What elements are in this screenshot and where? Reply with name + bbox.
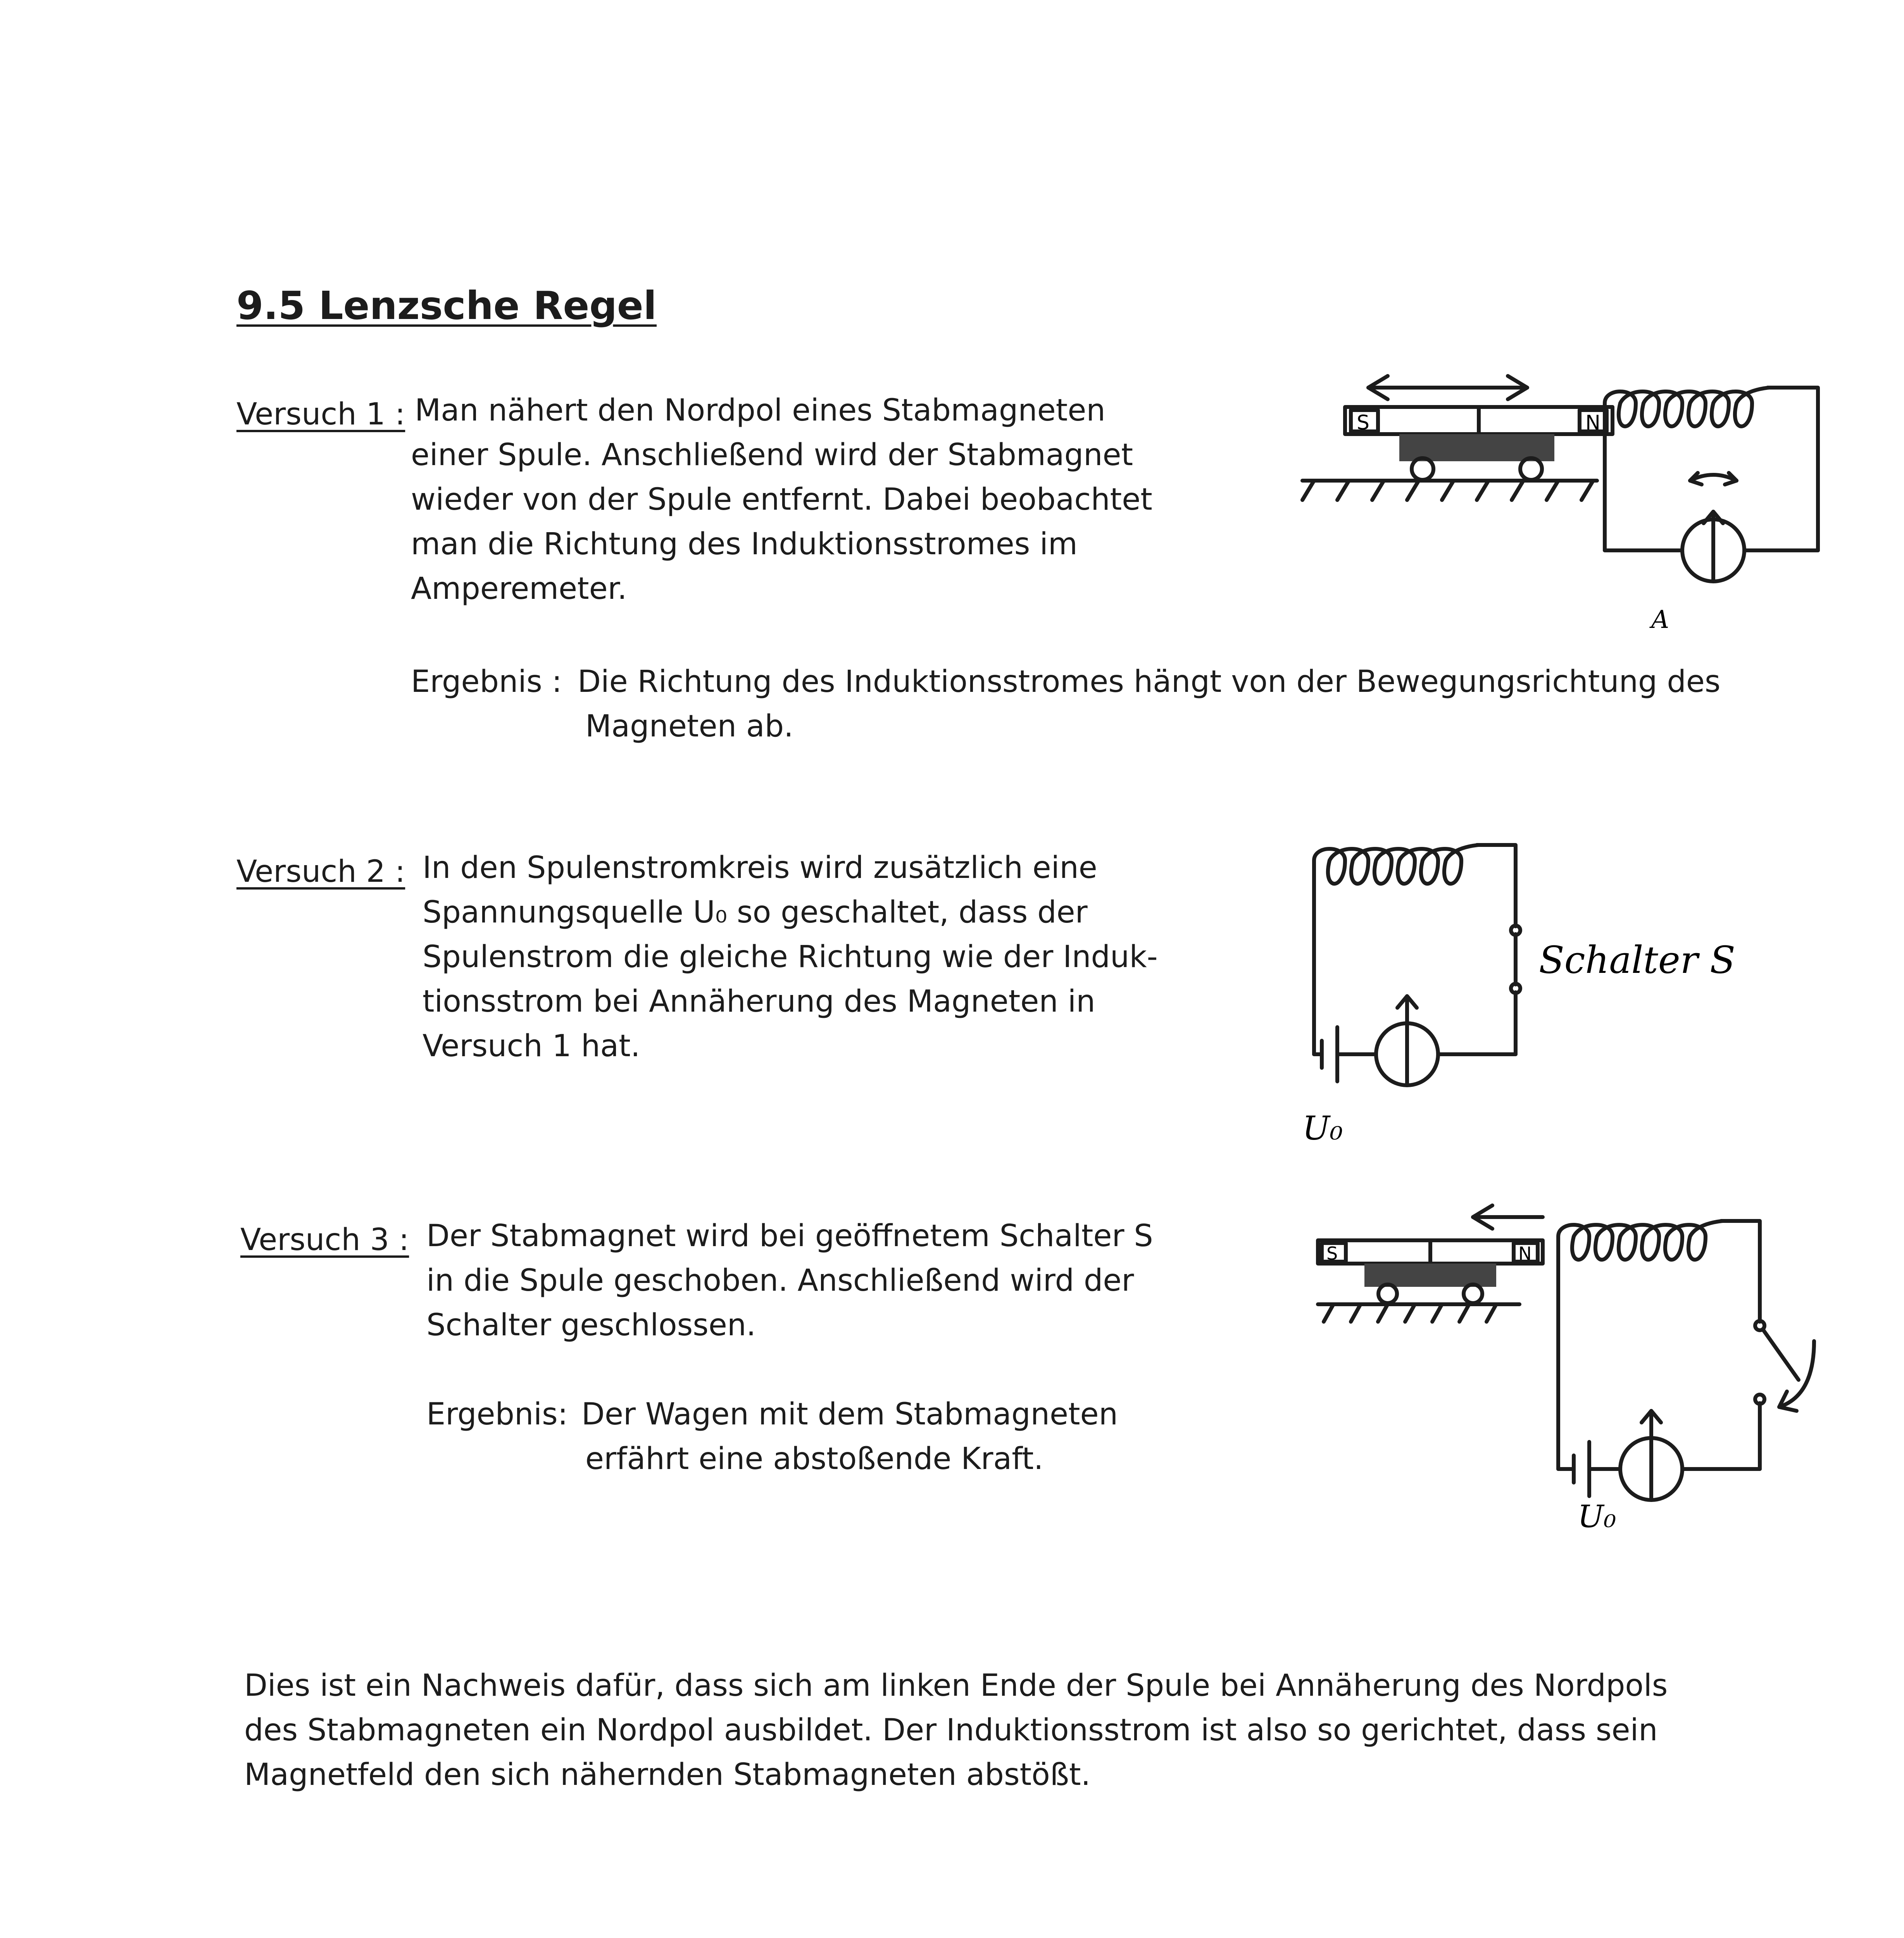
versuch3-result-label: Ergebnis: (426, 1397, 568, 1432)
versuch2-label: Versuch 2 : (236, 854, 405, 889)
versuch1-label: Versuch 1 : (236, 397, 405, 432)
versuch3-label: Versuch 3 : (240, 1222, 409, 1257)
cart-wheel (1520, 458, 1542, 480)
versuch1-line-5: Amperemeter. (411, 571, 627, 606)
magnet-n-label: N (1585, 411, 1600, 434)
versuch3-figure (1310, 1194, 1861, 1535)
versuch2-line-4: tionsstrom bei Annäherung des Magneten in (423, 984, 1095, 1019)
coil (1314, 845, 1516, 957)
magnet-s-label: S (1326, 1243, 1338, 1264)
cart-wheel (1378, 1285, 1397, 1303)
versuch3-line-2: in die Spule geschoben. Anschließend wird der (426, 1263, 1134, 1298)
conclusion-line-3: Magnetfeld den sich nähernden Stabmagneten abstößt. (244, 1757, 1091, 1792)
versuch1-line-1: Man nähert den Nordpol eines Stabmagneten (415, 393, 1105, 428)
versuch1-result-line-1: Die Richtung des Induktionsstromes hängt von der Bewegungsrichtung des (578, 664, 1721, 699)
magnet-n-label: N (1518, 1243, 1532, 1264)
versuch1-figure (1279, 364, 1861, 643)
conclusion-line-2: des Stabmagneten ein Nordpol ausbildet. Der Induktionsstrom ist also so gerichtet, dass sein (244, 1713, 1658, 1748)
magnet-s-label: S (1357, 411, 1370, 434)
switch (1763, 1329, 1799, 1380)
versuch2-line-1: In den Spulenstromkreis wird zusätzlich eine (423, 850, 1097, 885)
versuch2-line-3: Spulenstrom die gleiche Richtung wie der Induk- (423, 940, 1158, 974)
cart-wheel (1464, 1285, 1482, 1303)
ammeter-label: A (1651, 605, 1669, 634)
coil (1558, 1221, 1760, 1322)
versuch3-result-line-2: erfährt eine abstoßende Kraft. (585, 1441, 1043, 1476)
versuch3-line-1: Der Stabmagnet wird bei geöffnetem Schalter S (426, 1219, 1153, 1253)
versuch2-figure (1291, 829, 1853, 1163)
section-title: 9.5 Lenzsche Regel (236, 283, 657, 328)
versuch1-result-line-2: Magneten ab. (585, 709, 793, 744)
source-label: U₀ (1302, 1109, 1343, 1147)
versuch1-line-4: man die Richtung des Induktionsstromes im (411, 527, 1078, 562)
versuch1-result-label: Ergebnis : (411, 664, 562, 699)
versuch3-line-3: Schalter geschlossen. (426, 1308, 756, 1343)
source-label: U₀ (1578, 1498, 1616, 1535)
versuch1-line-3: wieder von der Spule entfernt. Dabei beobachtet (411, 482, 1152, 517)
versuch1-line-2: einer Spule. Anschließend wird der Stabmagnet (411, 438, 1133, 472)
conclusion-line-1: Dies ist ein Nachweis dafür, dass sich am linken Ende der Spule bei Annäherung des Nordpols (244, 1668, 1668, 1703)
versuch3-result-line-1: Der Wagen mit dem Stabmagneten (581, 1397, 1118, 1432)
switch-label: Schalter S (1539, 938, 1735, 982)
cart-wheel (1412, 458, 1433, 480)
versuch2-line-2: Spannungsquelle U₀ so geschaltet, dass der (423, 895, 1088, 930)
versuch2-line-5: Versuch 1 hat. (423, 1029, 640, 1064)
